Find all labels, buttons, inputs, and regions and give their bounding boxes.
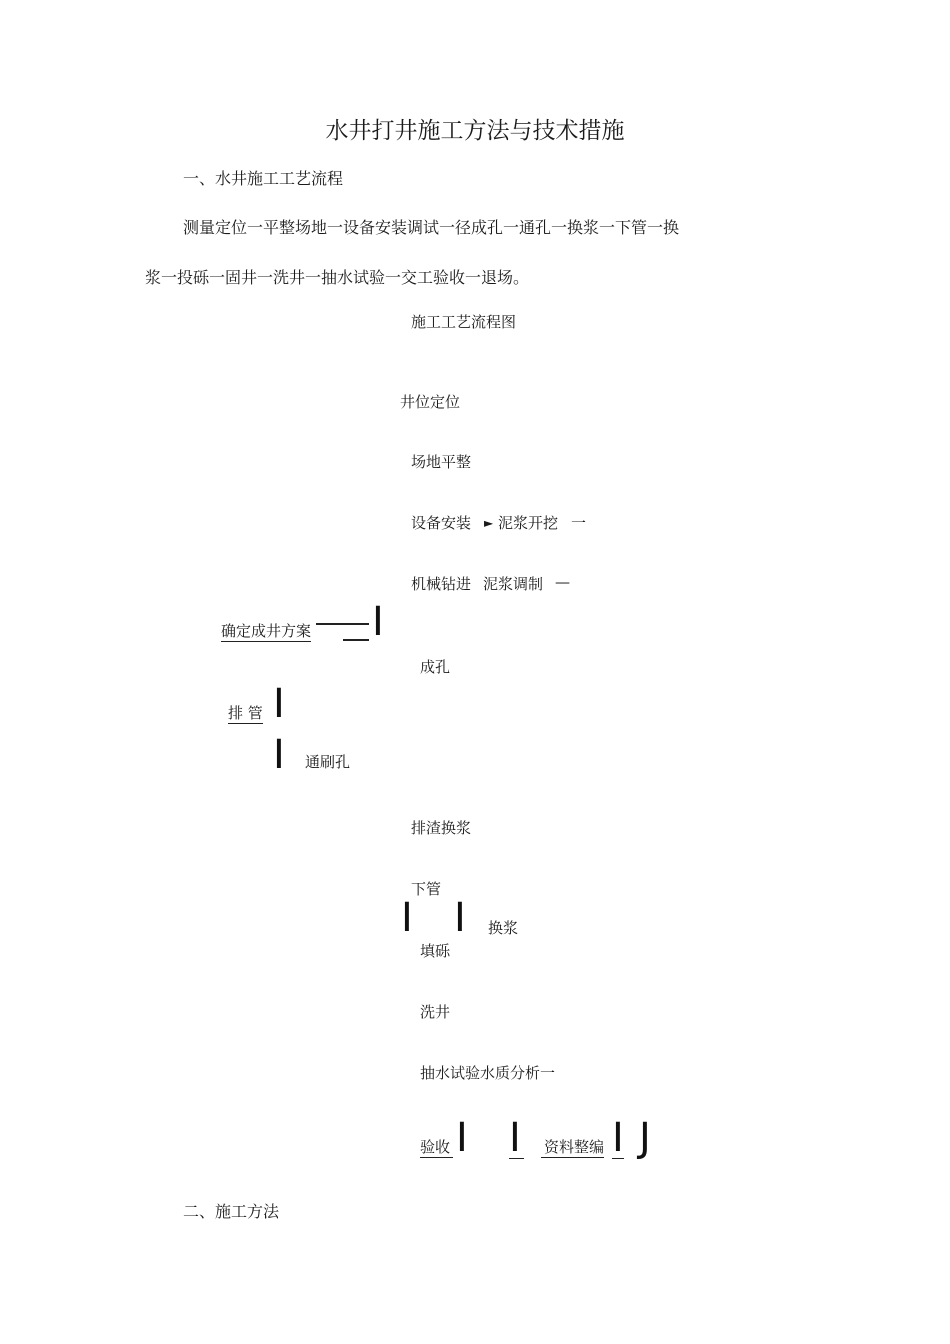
- node-pipe-lowering: 下管: [411, 880, 442, 898]
- node-hole-brushing: 通刷孔: [305, 753, 351, 771]
- node-slurry-change: 换浆: [488, 919, 519, 937]
- connector-line-bottom: [343, 639, 369, 641]
- node-well-washing: 洗井: [420, 1003, 451, 1021]
- node-hole-formed: 成孔: [420, 658, 451, 676]
- node-well-positioning: 井位定位: [400, 393, 461, 411]
- node-acceptance: 验收: [420, 1136, 453, 1158]
- flow-bar-glyph: I: [273, 681, 285, 727]
- node-data-compilation: 资料整编: [541, 1136, 604, 1158]
- node-mud-excavation: 泥浆开挖: [498, 514, 559, 532]
- flowchart-caption: 施工工艺流程图: [411, 313, 517, 331]
- node-mud-mixing: 泥浆调制: [483, 575, 544, 593]
- flow-bar-glyph: I: [454, 895, 466, 941]
- node-determine-plan: 确定成井方案: [221, 622, 312, 640]
- node-dash-1: 一: [571, 514, 587, 532]
- flow-bar-glyph: I: [401, 895, 413, 941]
- process-paragraph-line2: 浆一投砾一固井一洗井一抽水试验一交工验收一退场。: [145, 268, 530, 287]
- arrow-right-icon: ►: [484, 516, 494, 530]
- flow-bar-glyph: I: [612, 1115, 624, 1161]
- flow-bar-glyph: I: [509, 1118, 524, 1159]
- node-site-leveling: 场地平整: [411, 453, 472, 471]
- flow-end-glyph: J: [639, 1115, 651, 1161]
- section1-heading: 一、水井施工工艺流程: [183, 169, 344, 188]
- node-pumping-test: 抽水试验水质分析一: [420, 1064, 556, 1082]
- node-slag-discharge: 排渣换浆: [411, 819, 472, 837]
- connector-line-top: [316, 623, 369, 625]
- node-gravel-filling: 填砾: [420, 942, 451, 960]
- section2-heading: 二、施工方法: [183, 1202, 280, 1221]
- node-equipment-install: 设备安装: [411, 514, 472, 532]
- flow-bar-glyph: I: [372, 599, 384, 645]
- node-mechanical-drilling: 机械钻进: [411, 575, 472, 593]
- flow-bar-glyph: I: [273, 732, 285, 778]
- process-paragraph-line1: 测量定位一平整场地一设备安装调试一径成孔一通孔一换浆一下管一换: [183, 218, 680, 237]
- page-title: 水井打井施工方法与技术措施: [325, 118, 625, 144]
- node-pipe-arrangement: 排 管: [228, 704, 263, 722]
- node-dash-2: —: [555, 573, 570, 591]
- flow-bar-glyph: I: [456, 1115, 468, 1161]
